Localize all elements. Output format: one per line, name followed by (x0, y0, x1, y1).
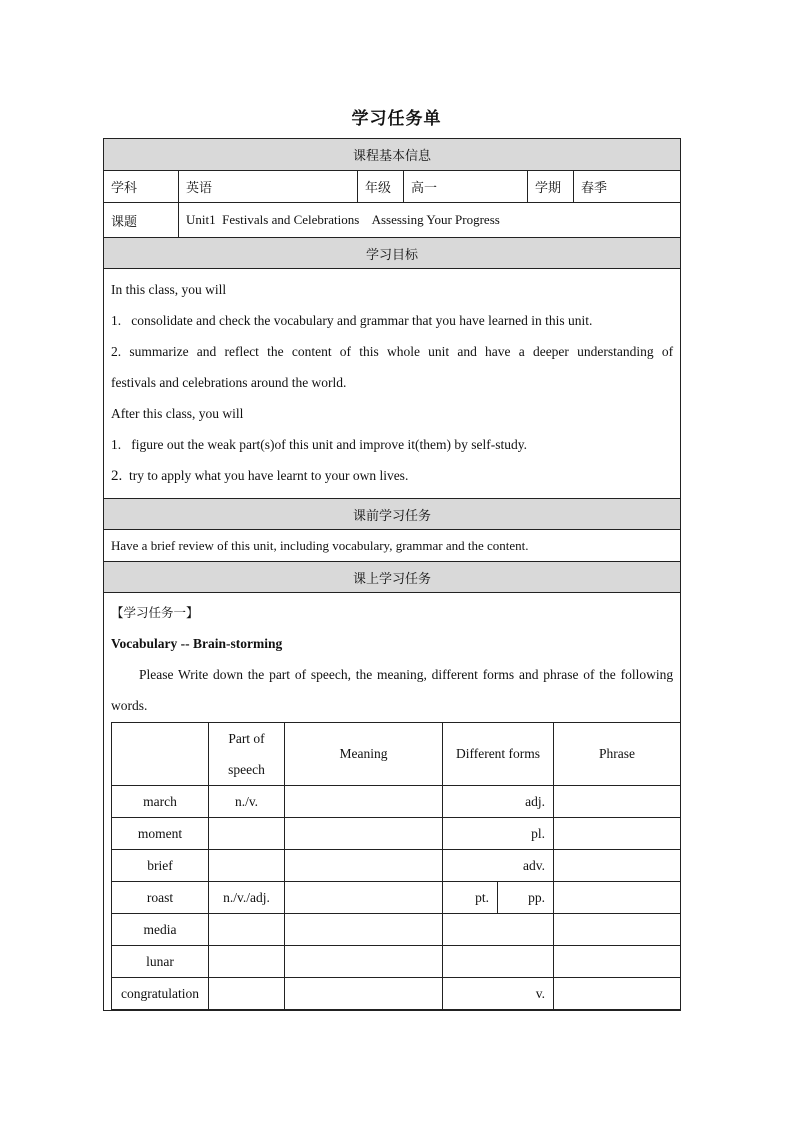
topic-value: Unit1 Festivals and Celebrations Assessing Your Progress (179, 203, 681, 238)
phrase-input-cell[interactable] (554, 786, 681, 818)
form-cell[interactable]: adj. (443, 786, 554, 818)
instruction-text: Please Write down the part of speech, the meaning, different forms and phrase of the following (139, 667, 674, 682)
objective-line: 1. consolidate and check the vocabulary and grammar that you have learned in this unit. (111, 313, 593, 328)
phrase-input-cell[interactable] (554, 850, 681, 882)
form-cell[interactable] (443, 914, 554, 946)
header-word (112, 723, 209, 786)
table-row (112, 978, 681, 1010)
form-cell[interactable]: adv. (443, 850, 554, 882)
table-row (112, 850, 681, 882)
word-cell: march (112, 786, 209, 818)
grade-value: 高一 (404, 171, 528, 203)
meaning-input-cell[interactable] (285, 978, 443, 1010)
phrase-input-cell[interactable] (554, 882, 681, 914)
meaning-input-cell[interactable] (285, 914, 443, 946)
page-title: 学习任务单 (351, 109, 442, 129)
header-meaning: Meaning (285, 723, 443, 786)
table-row (112, 914, 681, 946)
objective-line: 2. summarize and reflect the content of this whole unit and have a deeper understanding of (111, 344, 674, 359)
phrase-input-cell[interactable] (554, 946, 681, 978)
pos-cell[interactable] (209, 914, 285, 946)
objective-text: try to apply what you have learnt to your own lives. (129, 468, 409, 483)
header-phrase: Phrase (554, 723, 681, 786)
word-cell: brief (112, 850, 209, 882)
subject-label: 学科 (104, 171, 179, 203)
subject-value: 英语 (179, 171, 358, 203)
grade-label: 年级 (358, 171, 404, 203)
meaning-input-cell[interactable] (285, 786, 443, 818)
objective-line: 1. figure out the weak part(s)of this unit and improve it(them) by self-study. (111, 437, 528, 452)
word-cell: roast (112, 882, 209, 914)
section-header-in-class: 课上学习任务 (104, 562, 681, 593)
pos-cell[interactable] (209, 850, 285, 882)
vocab-title: Vocabulary -- Brain-storming (111, 636, 283, 651)
pre-class-text: Have a brief review of this unit, including vocabulary, grammar and the content. (104, 530, 681, 562)
form-cell-past-tense[interactable]: pt. (443, 882, 498, 914)
section-header-objectives: 学习目标 (104, 238, 681, 269)
table-row (112, 818, 681, 850)
word-cell: lunar (112, 946, 209, 978)
pos-cell[interactable] (209, 946, 285, 978)
section-header-pre-class: 课前学习任务 (104, 499, 681, 530)
table-row (112, 946, 681, 978)
objectives-content (104, 269, 681, 499)
phrase-input-cell[interactable] (554, 978, 681, 1010)
phrase-input-cell[interactable] (554, 914, 681, 946)
form-cell[interactable]: v. (443, 978, 554, 1010)
objective-line: In this class, you will (111, 282, 227, 297)
objective-line: After this class, you will (111, 406, 244, 421)
pos-cell[interactable] (209, 978, 285, 1010)
objective-number: 2. (111, 468, 123, 484)
form-cell[interactable]: pl. (443, 818, 554, 850)
phrase-input-cell[interactable] (554, 818, 681, 850)
meaning-input-cell[interactable] (285, 882, 443, 914)
topic-label: 课题 (104, 203, 179, 238)
meaning-input-cell[interactable] (285, 818, 443, 850)
word-cell: moment (112, 818, 209, 850)
table-header-row (112, 723, 681, 786)
meaning-input-cell[interactable] (285, 946, 443, 978)
meaning-input-cell[interactable] (285, 850, 443, 882)
pos-cell: n./v. (209, 786, 285, 818)
word-cell: media (112, 914, 209, 946)
header-part-of-speech: Part of speech (209, 723, 285, 786)
word-cell: congratulation (112, 978, 209, 1010)
section-header-basic-info: 课程基本信息 (104, 139, 681, 171)
task-title: 【学习任务一】 (111, 605, 199, 620)
pos-cell: n./v./adj. (209, 882, 285, 914)
instruction-text-end: words. (111, 698, 148, 713)
term-value: 春季 (574, 171, 681, 203)
term-label: 学期 (528, 171, 574, 203)
vocabulary-table (111, 722, 681, 1010)
task-sheet-table (103, 138, 681, 1011)
pos-cell[interactable] (209, 818, 285, 850)
objective-line: festivals and celebrations around the world. (111, 375, 347, 390)
header-different-forms: Different forms (443, 723, 554, 786)
form-cell[interactable] (443, 946, 554, 978)
table-row (112, 786, 681, 818)
form-cell-past-participle[interactable]: pp. (498, 882, 554, 914)
objective-line (111, 460, 673, 492)
table-row (112, 882, 681, 914)
in-class-content (104, 593, 681, 1011)
